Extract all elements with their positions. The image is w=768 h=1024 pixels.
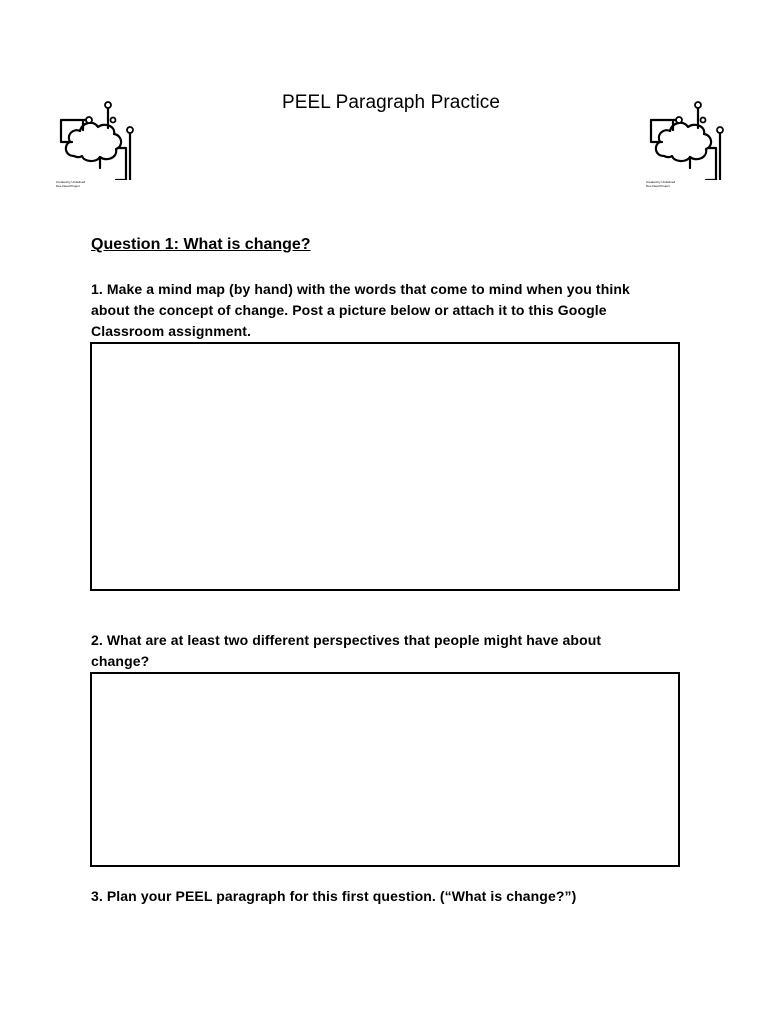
- brain-circuit-icon: [56, 100, 136, 180]
- answer-box-perspectives[interactable]: [90, 672, 680, 867]
- logo-left: [56, 100, 136, 196]
- logo-right: [646, 100, 726, 196]
- prompt-3: 3. Plan your PEEL paragraph for this first question. (“What is change?”): [91, 888, 577, 904]
- prompt-2: 2. What are at least two different perspectives that people might have about change?: [91, 632, 602, 669]
- page-title: PEEL Paragraph Practice: [281, 92, 501, 113]
- logo-caption: Created by Undefined Dee Dead Project: [56, 180, 86, 188]
- question-heading: Question 1: What is change?: [91, 236, 311, 253]
- brain-circuit-icon: [646, 100, 726, 180]
- answer-box-mind-map[interactable]: [90, 342, 680, 591]
- logo-caption: Created by Undefined Dee Dead Project: [646, 180, 676, 188]
- prompt-1: 1. Make a mind map (by hand) with the words that come to mind when you think about the concept of change. Post a picture below or attach it to this Google Classroom assignment.: [91, 281, 630, 339]
